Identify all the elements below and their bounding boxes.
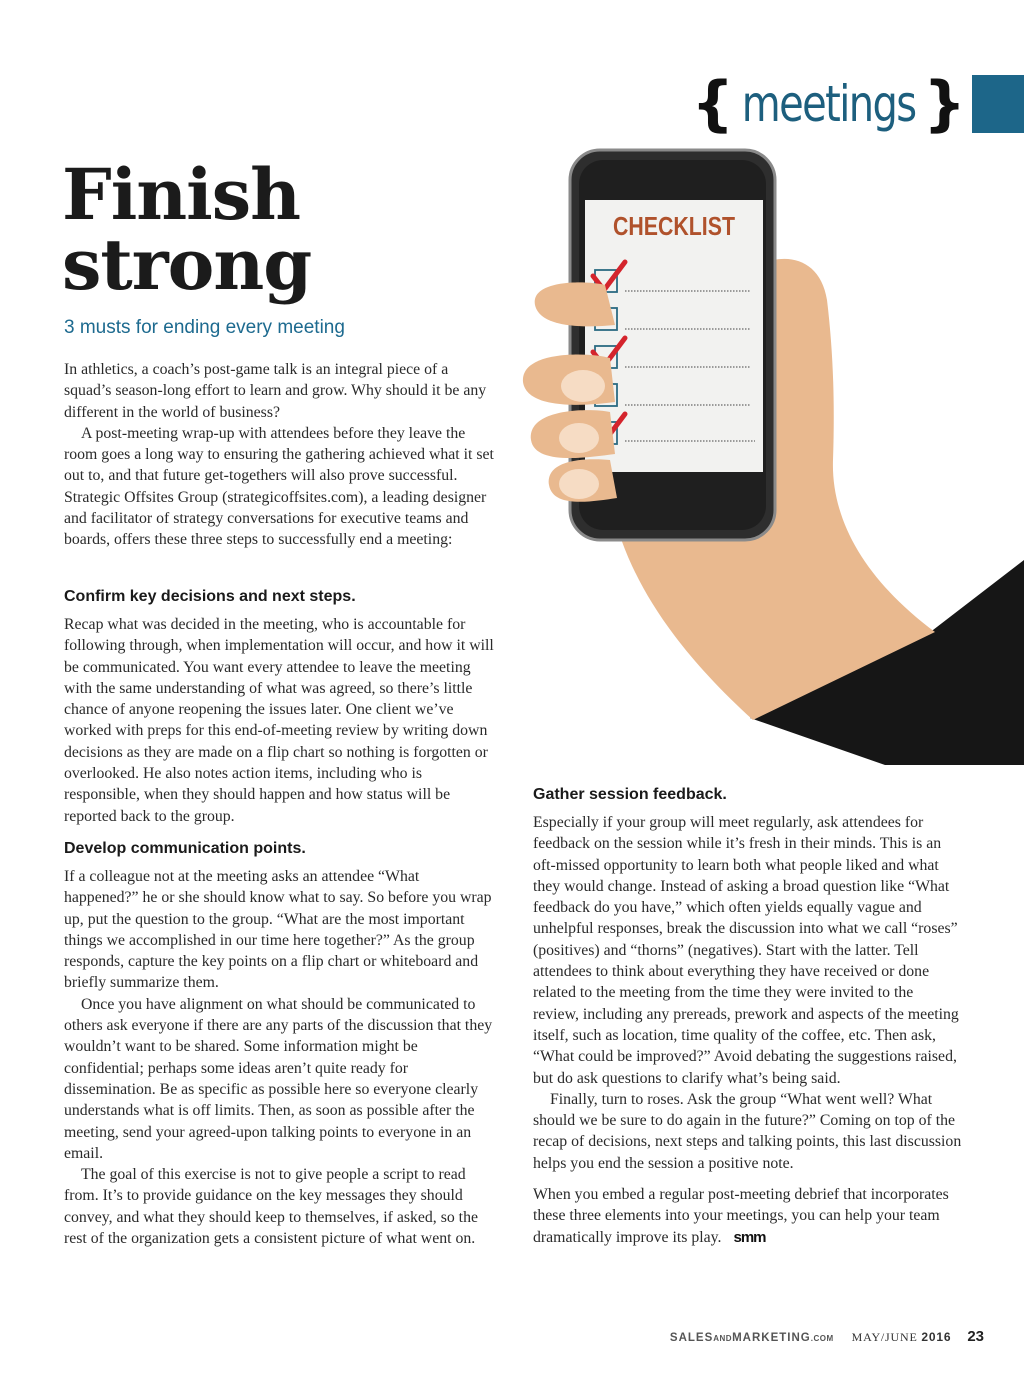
section-paragraph: Recap what was decided in the meeting, who is accountable for following through, when implementation will occur, and how it will be communicated. You want every attendee to leave the meeting with the same understanding of what was agreed, so there’s little chance of anyone reopening the issues later. One client we’ve worked with preps for this end-of-meeting review by writing down decisions as they are made on a flip chart so nothing is forgotten or overlooked. He also notes action items, including who is responsible, when they should happen and how status will be reported back to the group. [64,616,494,825]
section-heading: Gather session feedback. [533,786,727,803]
fingernail [561,370,605,402]
section-tag [691,62,1024,146]
footer-site-tld: .COM [810,1334,834,1343]
page-footer [670,1328,984,1345]
footer-issue-year: 2016 [921,1330,952,1344]
page-number: 23 [967,1328,984,1345]
subheadline: 3 musts for ending every meeting [64,317,345,338]
headline-line-2: strong [62,223,312,306]
intro-paragraph-2: A post-meeting wrap-up with attendees before they leave the room goes a long way to ensuring the gathering achieved what it set out to, and that future get-togethers will also prove successful. Strategic Offsites Group (strategicoffsites.com), a leading designer and facilitator of strategy conversations for executive teams and boards, offers these three steps to successfully end a meeting: [64,424,494,549]
section-session-feedback [533,785,963,1248]
footer-issue-month: MAY/JUNE [851,1330,918,1344]
section-tag-color-block [972,75,1024,133]
hand-phone-checklist-illustration [515,140,1024,765]
section-paragraph: Once you have alignment on what should be communicated to others ask everyone if there are any parts of the discussion that they wouldn’t want to be shared. Some information might be confidential; perhaps some ideas aren’t quite ready for dissemination. Be as specific as possible here so everyone clearly understands what is off limits. Then, as soon as possible after the meeting, send your agreed-upon talking points to everyone in an email. [64,995,493,1162]
intro-paragraph-1: In athletics, a coach’s post-game talk is an integral piece of a squad’s season-long effort to learn and grow. Why should it be any different in the world of business? [64,361,487,421]
closing-paragraph [533,1184,963,1248]
section-communication-points [64,839,494,1249]
section-tag-label: meetings [741,75,916,133]
section-heading: Confirm key decisions and next steps. [64,588,356,605]
section-paragraph: Finally, turn to roses. Ask the group “What went well? What should we be sure to do again in the future?” Coming on top of the recap of decisions, next steps and talking points, this last discussion helps you end the session a positive note. [533,1090,962,1172]
section-paragraph: Especially if your group will meet regularly, ask attendees for feedback on the session while it’s fresh in their minds. This is an oft-missed opportunity to learn both what people liked and what they would change. Instead of asking a broad question like “What feedback do you have,” which often yields equally vague and unhelpful responses, break the discussion into what we call “roses” (positives) and “thorns” (negatives). Start with the latter. Tell attendees to think about everything they have received or done related to the meeting from the time they were invited to the review, including any prereads, prework and aspects of the meeting itself, such as location, time quality of the coffee, etc. Then ask, “What could be improved?” Avoid debating the suggestions raised, but do ask questions to clarify what’s being said. [533,814,959,1087]
section-confirm-decisions [64,587,494,827]
headline [62,153,382,306]
closing-text: When you embed a regular post-meeting debrief that incorporates these three elements into your meetings, you can help your team dramatically improve its play. [533,1186,949,1246]
fingernail [559,423,599,453]
screen-title: CHECKLIST [613,212,735,242]
section-heading: Develop communication points. [64,840,306,857]
section-tag-open-bracket: { [691,69,735,139]
intro-text [64,359,494,551]
headline-line-1: Finish [62,153,301,236]
footer-site-part-3: MARKETING [732,1332,811,1344]
fingernail [559,469,599,499]
section-tag-close-bracket: } [923,69,966,139]
hand-fingers [523,282,617,501]
section-paragraph: The goal of this exercise is not to give people a script to read from. It’s to provide guidance on the key messages they should convey, and what they should keep to themselves, if asked, so the rest of the organization gets a consistent picture of what went on. [64,1166,478,1248]
footer-issue [852,1330,952,1345]
finger-1 [535,282,615,326]
end-mark-logo: smm [733,1228,766,1246]
footer-site-part-1: SALES [669,1332,714,1344]
footer-site-part-2: AND [713,1334,733,1343]
footer-site [670,1332,834,1344]
section-paragraph: If a colleague not at the meeting asks an attendee “What happened?” he or she should know what to say. So before you wrap up, put the question to the group. “What are the most important things we accomplished in our time here together?” As the group responds, capture the key points on a flip chart or whiteboard and briefly summarize them. [64,868,492,992]
